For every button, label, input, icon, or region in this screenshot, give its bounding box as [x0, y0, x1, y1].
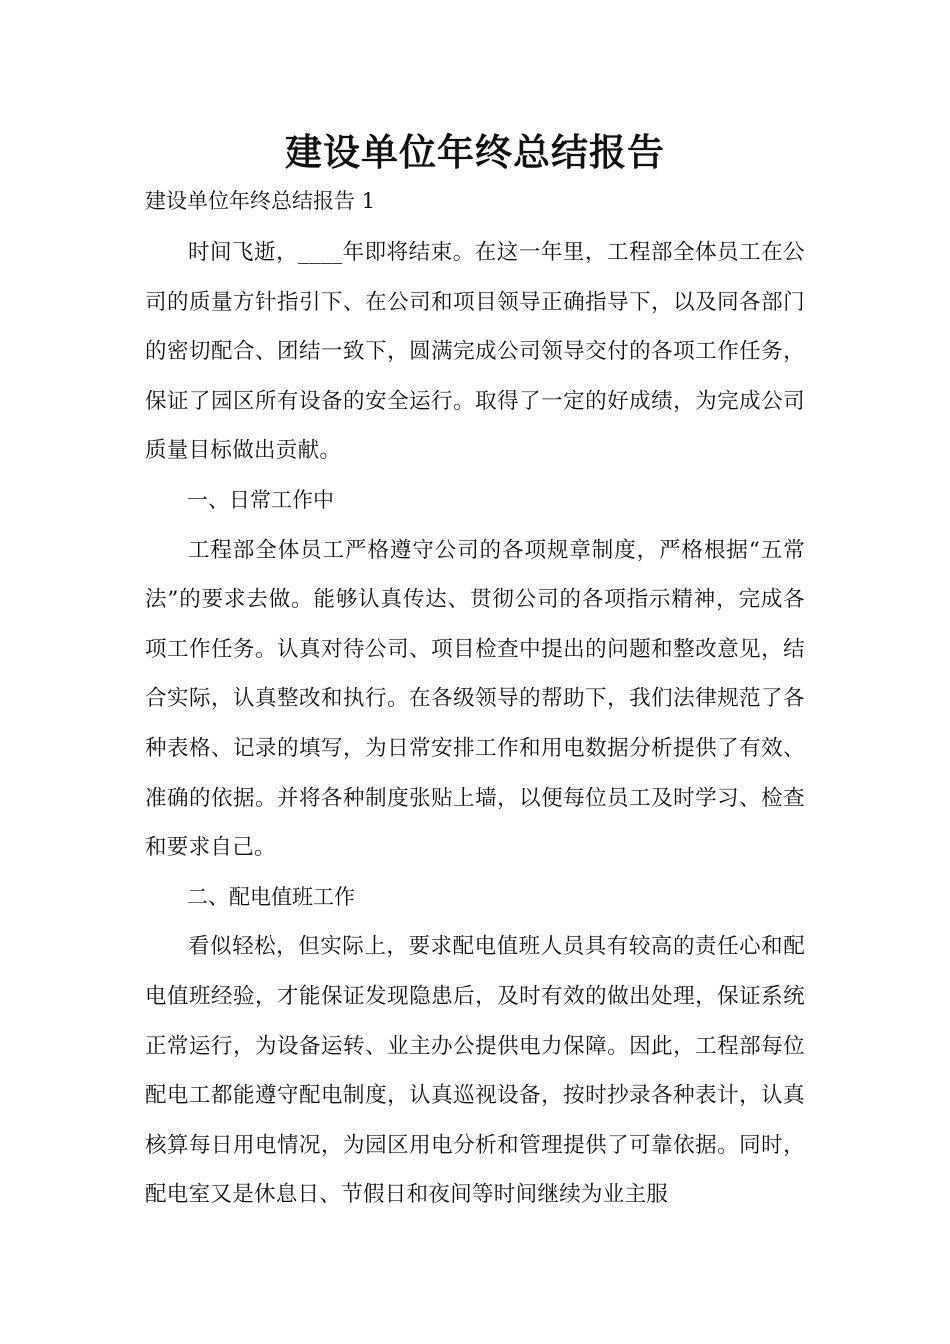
document-subtitle: 建设单位年终总结报告 1 — [145, 189, 376, 213]
document-body — [145, 228, 805, 1220]
paragraph-power-duty: 看似轻松，但实际上，要求配电值班人员具有较高的责任心和配电值班经验，才能保证发现隐患后，及时有效的做出处理，保证系统正常运行，为设备运转、业主办公提供电力保障。因此，工程部每位配电工都能遵守配电制度，认真巡视设备，按时抄录各种表计，认真核算每日用电情况，为园区用电分析和管理提供了可靠依据。同时，配电室又是休息日、节假日和夜间等时间继续为业主服 — [145, 934, 805, 1208]
document-title: 建设单位年终总结报告 — [285, 131, 665, 174]
paragraph-intro: 时间飞逝，____年即将结束。在这一年里，工程部全体员工在公司的质量方针指引下、在公司和项目领导正确指导下，以及同各部门的密切配合、团结一致下，圆满完成公司领导交付的各项工作任务，保证了园区所有设备的安全运行。取得了一定的好成绩，为完成公司质量目标做出贡献。 — [145, 240, 805, 464]
section-heading-power-duty: 二、配电值班工作 — [187, 884, 355, 909]
paragraph-daily-work: 工程部全体员工严格遵守公司的各项规章制度，严格根据“五常法”的要求去做。能够认真传达、贯彻公司的各项指示精神，完成各项工作任务。认真对待公司、项目检查中提出的问题和整改意见，结合实际，认真整改和执行。在各级领导的帮助下，我们法律规范了各种表格、记录的填写，为日常安排工作和用电数据分析提供了有效、准确的依据。并将各种制度张贴上墙，以便每位员工及时学习、检查和要求自己。 — [145, 537, 805, 861]
section-heading-daily-work: 一、日常工作中 — [187, 487, 334, 512]
